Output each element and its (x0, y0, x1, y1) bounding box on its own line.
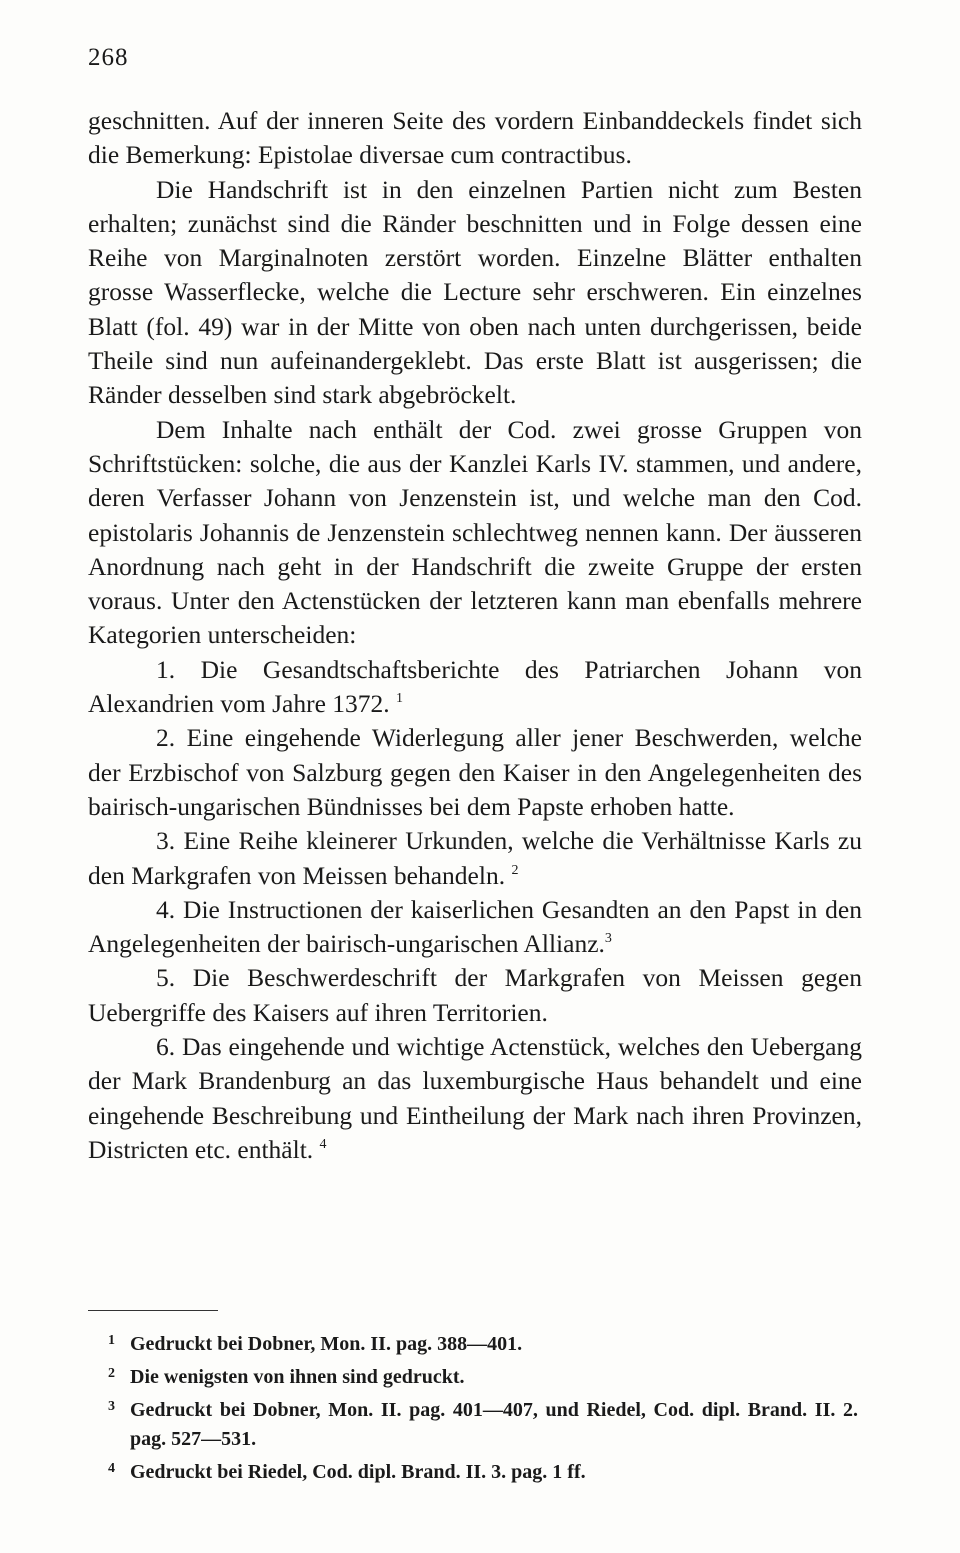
footnote (108, 1454, 858, 1487)
footnote (108, 1326, 858, 1359)
footnote (108, 1392, 858, 1454)
footnote-ref: 4 (319, 1136, 327, 1152)
list-item-text: 3. Eine Reihe kleinerer Urkunden, welche die Verhältnisse Karls zu den Markgrafen von Meissen behandeln. (88, 826, 862, 890)
footnote-text: Die wenigsten von ihnen sind gedruckt. (130, 1366, 465, 1388)
paragraph: geschnitten. Auf der inneren Seite des vordern Einbanddeckels findet sich die Bemerkung: Epistolae diversae cum contractibus. (88, 106, 862, 170)
footnote-ref: 2 (511, 862, 519, 878)
list-item-text: 2. Eine eingehende Widerlegung aller jener Beschwerden, welche der Erzbischof von Salzburg gegen den Kaiser in den Angelegenheiten des bairisch-ungarischen Bündnisses bei dem Papste erhoben hatte. (88, 723, 862, 821)
paragraph: Dem Inhalte nach enthält der Cod. zwei grosse Gruppen von Schriftstücken: solche, die aus der Kanzlei Karls IV. stammen, und andere, deren Verfasser Johann von Jenzenstein ist, und welche man den Cod. epistolaris Johannis de Jenzenstein schlechtweg nennen kann. Der äusseren Anordnung nach geht in der Handschrift die zweite Gruppe der ersten voraus. Unter den Actenstücken der letzteren kann man ebenfalls mehrere Kategorien unterscheiden: (88, 414, 862, 650)
footnote-mark: 3 (108, 1399, 115, 1414)
footnote-text: Gedruckt bei Riedel, Cod. dipl. Brand. II. 3. pag. 1 ff. (130, 1461, 586, 1483)
list-item (88, 893, 862, 962)
footnote-text: Gedruckt bei Dobner, Mon. II. pag. 388—401. (130, 1333, 523, 1355)
page-number: 268 (88, 44, 129, 71)
footnote-mark: 1 (108, 1333, 115, 1348)
list-item (88, 824, 862, 893)
footnote-text: Gedruckt bei Dobner, Mon. II. pag. 401—407, und Riedel, Cod. dipl. Brand. II. 2. pag. 527—531. (130, 1399, 858, 1450)
footnotes (108, 1326, 858, 1487)
footnote (108, 1359, 858, 1392)
footnote-ref: 3 (604, 931, 612, 947)
footnote-ref: 1 (396, 691, 404, 707)
list-item (88, 961, 862, 1030)
list-item-text: 4. Die Instructionen der kaiserlichen Gesandten an den Papst in den Angelegenheiten der bairisch-ungarischen Allianz. (88, 894, 862, 959)
list-item-text: 5. Die Beschwerdeschrift der Markgrafen von Meissen gegen Uebergriffe des Kaisers auf ihren Territorien. (88, 963, 862, 1027)
paragraph: Die Handschrift ist in den einzelnen Partien nicht zum Besten erhalten; zunächst sind die Ränder beschnitten und in Folge dessen eine Reihe von Marginalnoten zerstört worden. Einzelne Blätter enthalten grosse Wasserflecke, welche die Lecture sehr erschweren. Ein einzelnes Blatt (fol. 49) war in der Mitte von oben nach unten durchgerissen, beide Theile sind nun aufeinandergeklebt. Das erste Blatt ist ausgerissen; die Ränder desselben sind stark abgebröckelt. (88, 174, 862, 410)
list-item-text: 1. Die Gesandtschaftsberichte des Patriarchen Johann von Alexandrien vom Jahre 1372. (88, 654, 862, 719)
footnote-mark: 2 (108, 1366, 115, 1381)
footnote-divider (88, 1310, 218, 1311)
list-item-text: 6. Das eingehende und wichtige Actenstück, welches den Uebergang der Mark Brandenburg an das luxemburgische Haus behandelt und eine eingehende Beschreibung und Eintheilung der Mark nach ihren Provinzen, Districten etc. enthält. (88, 1032, 862, 1164)
list-item (88, 1030, 862, 1167)
list-item (88, 653, 862, 722)
footnote-mark: 4 (108, 1461, 115, 1476)
list-item (88, 721, 862, 824)
body-text (88, 104, 862, 1167)
